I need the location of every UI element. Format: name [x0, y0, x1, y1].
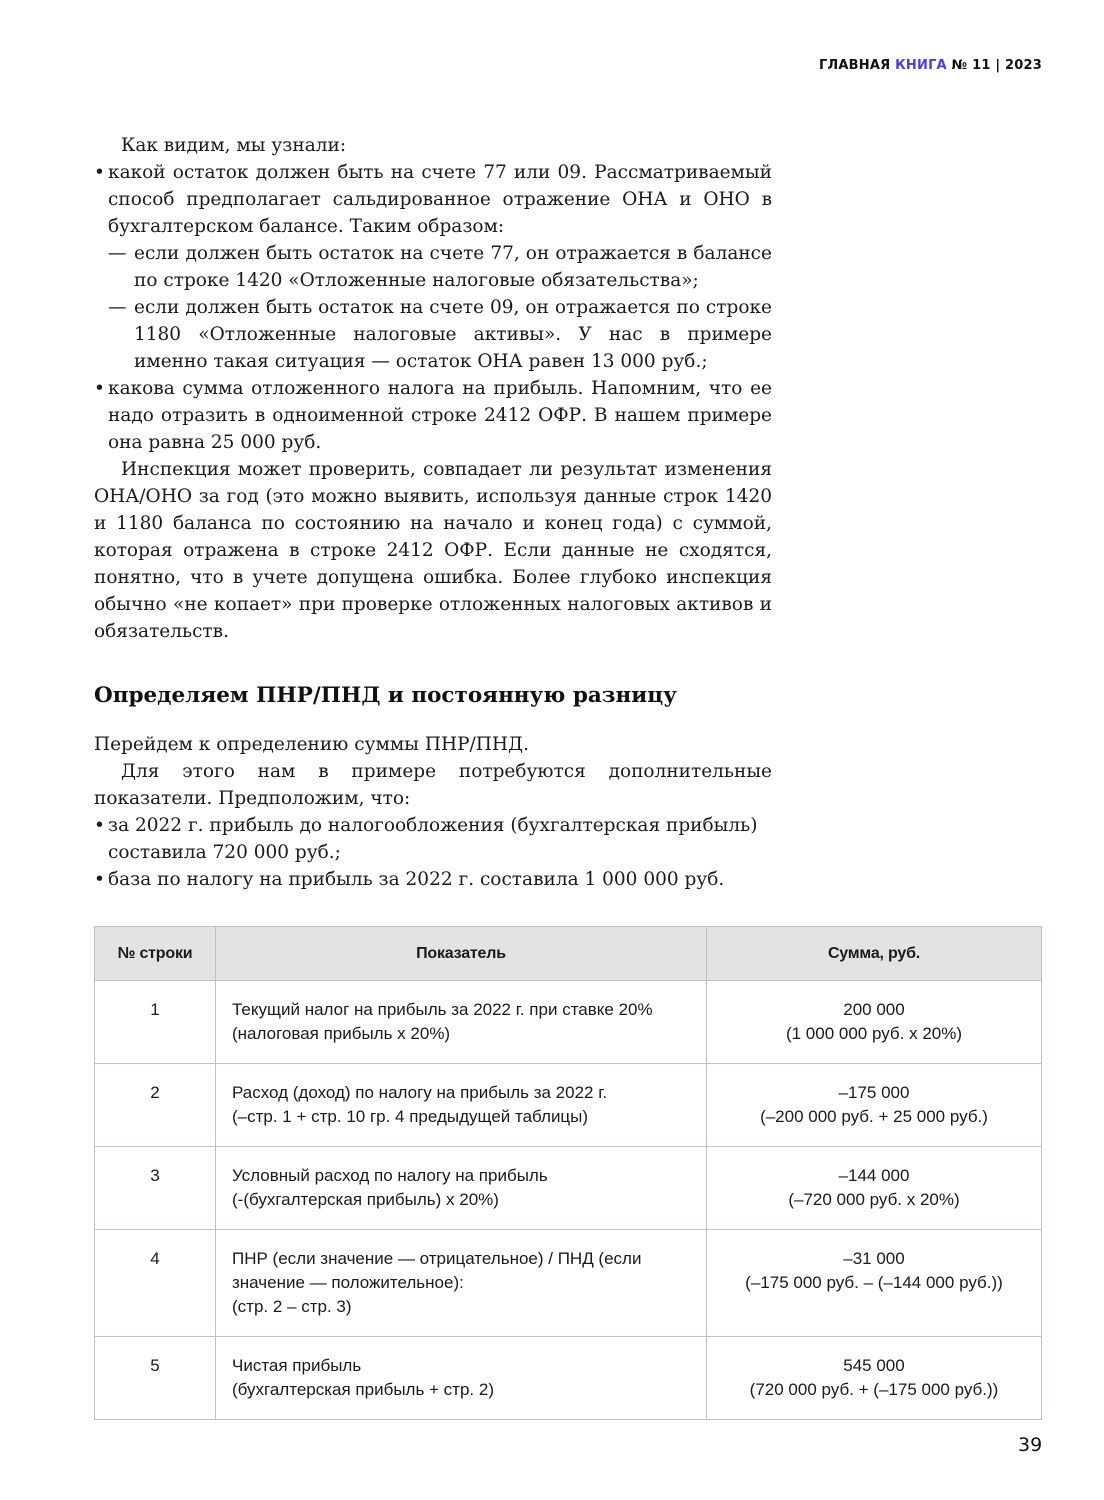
row-number: 1 — [95, 981, 216, 1064]
row-amount — [707, 981, 1042, 1064]
row-amount — [707, 1147, 1042, 1230]
indicator-line: Чистая прибыль — [232, 1356, 362, 1375]
section-pnr-pnd — [94, 731, 772, 893]
calculation-table — [94, 926, 1042, 1420]
row-indicator — [216, 1064, 707, 1147]
indicator-line: (–стр. 1 + стр. 10 гр. 4 предыдущей таблицы) — [232, 1107, 589, 1126]
amount-formula: (–200 000 руб. + 25 000 руб.) — [760, 1107, 988, 1126]
amount-value: –175 000 — [838, 1083, 910, 1102]
paragraph: Перейдем к определению суммы ПНР/ПНД. — [94, 734, 529, 755]
row-indicator — [216, 1147, 707, 1230]
bullet-item: • база по налогу на прибыль за 2022 г. составила 1 000 000 руб. — [94, 866, 772, 893]
intro-text: Как видим, мы узнали: — [121, 135, 347, 156]
row-indicator — [216, 1230, 707, 1337]
table-row — [95, 1337, 1042, 1420]
row-number: 3 — [95, 1147, 216, 1230]
indicator-line: (-(бухгалтерская прибыль) х 20%) — [232, 1190, 499, 1209]
indicator-line: (налоговая прибыль х 20%) — [232, 1024, 451, 1043]
paragraph: Для этого нам в примере потребуются дополнительные показатели. Предположим, что: — [94, 761, 772, 809]
amount-value: –31 000 — [843, 1249, 905, 1268]
dash-item — [94, 294, 772, 375]
row-amount — [707, 1230, 1042, 1337]
brand-name: ГЛАВНАЯ — [818, 58, 891, 73]
brand-accent: КНИГА — [895, 58, 947, 73]
bullet-item: • за 2022 г. прибыль до налогообложения (бухгалтерская прибыль) составила 720 000 руб.; — [94, 812, 772, 866]
paragraph: Инспекция может проверить, совпадает ли результат изменения ОНА/ОНО за год (это можно выявить, используя данные строк 1420 и 1180 баланса по состоянию на начало и конец года) с суммой, которая отражена в строке 2412 ОФР. Если данные не сходятся, понятно, что в учете допущена ошибка. Более глубоко инспекция обычно «не копает» при проверке отложенных налоговых активов и обязательств. — [94, 459, 772, 642]
indicator-line: Текущий налог на прибыль за 2022 г. при ставке 20% — [232, 1000, 653, 1019]
table-row — [95, 981, 1042, 1064]
column-header-indicator: Показатель — [216, 927, 707, 981]
indicator-line: (бухгалтерская прибыль + стр. 2) — [232, 1380, 494, 1399]
section-ona-ono — [94, 132, 772, 645]
bullet-item: • какова сумма отложенного налога на прибыль. Напомним, что ее надо отразить в одноименной строке 2412 ОФР. В нашем примере она равна 25 000 руб. — [94, 375, 772, 456]
table-row — [95, 1064, 1042, 1147]
indicator-line: (стр. 2 – стр. 3) — [232, 1297, 352, 1316]
amount-formula: (–720 000 руб. х 20%) — [788, 1190, 960, 1209]
column-header-row-number: № строки — [95, 927, 216, 981]
em-dash: — — [108, 243, 127, 264]
issue-number: № 11 | 2023 — [951, 58, 1042, 73]
table-row — [95, 1230, 1042, 1337]
amount-formula: (1 000 000 руб. х 20%) — [785, 1024, 963, 1043]
section-heading: Определяем ПНР/ПНД и постоянную разницу — [94, 683, 677, 708]
amount-formula: (720 000 руб. + (–175 000 руб.)) — [749, 1380, 999, 1399]
dash-item — [94, 240, 772, 294]
dash-text: если должен быть остаток на счете 77, он отражается в балансе по строке 1420 «Отложенные налоговые обязательства»; — [134, 243, 772, 291]
row-number: 5 — [95, 1337, 216, 1420]
table-header-row — [95, 927, 1042, 981]
em-dash: — — [108, 297, 127, 318]
row-indicator — [216, 1337, 707, 1420]
page-number: 39 — [1018, 1434, 1043, 1456]
amount-value: 545 000 — [843, 1356, 905, 1375]
indicator-line: Расход (доход) по налогу на прибыль за 2022 г. — [232, 1083, 608, 1102]
amount-value: 200 000 — [843, 1000, 905, 1019]
row-number: 4 — [95, 1230, 216, 1337]
amount-value: –144 000 — [838, 1166, 910, 1185]
column-header-amount: Сумма, руб. — [707, 927, 1042, 981]
bullet-item: • какой остаток должен быть на счете 77 или 09. Рассматриваемый способ предполагает сальдированное отражение ОНА и ОНО в бухгалтерском балансе. Таким образом: — [94, 159, 772, 240]
indicator-line: ПНР (если значение — отрицательное) / ПНД (если — [232, 1249, 642, 1268]
page-header — [819, 58, 1042, 73]
amount-formula: (–175 000 руб. – (–144 000 руб.)) — [745, 1273, 1003, 1292]
dash-text: если должен быть остаток на счете 09, он отражается по строке 1180 «Отложенные налоговые активы». У нас в примере именно такая ситуация — остаток ОНА равен 13 000 руб.; — [134, 297, 772, 372]
row-indicator — [216, 981, 707, 1064]
row-amount — [707, 1064, 1042, 1147]
indicator-line: Условный расход по налогу на прибыль — [232, 1166, 548, 1185]
row-number: 2 — [95, 1064, 216, 1147]
row-amount — [707, 1337, 1042, 1420]
indicator-line: значение — положительное): — [232, 1273, 464, 1292]
table-row — [95, 1147, 1042, 1230]
